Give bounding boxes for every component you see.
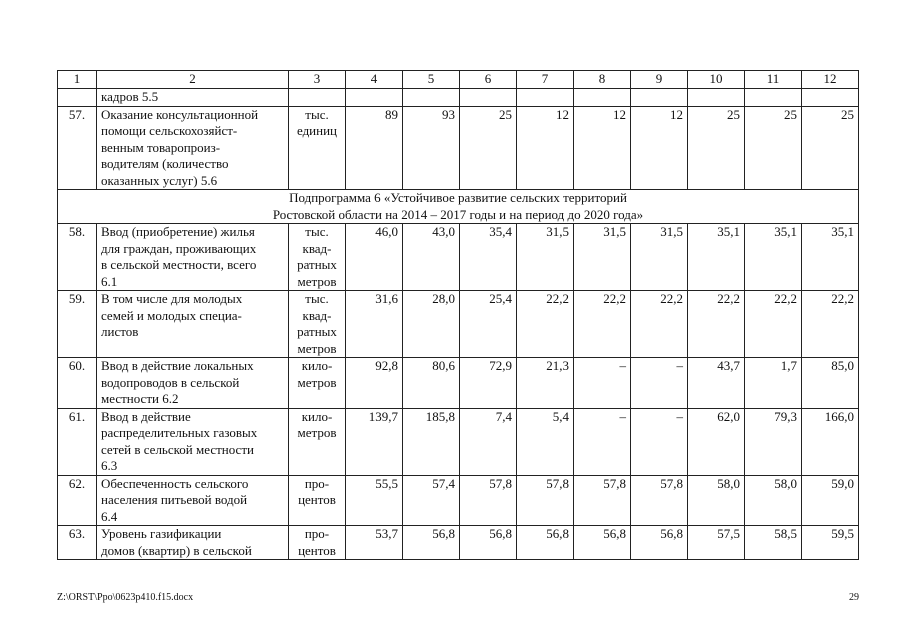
cell-line: ратных: [297, 257, 337, 272]
cell-line: квад-: [302, 240, 332, 256]
header-cell: 7: [517, 71, 574, 89]
cell-line: венным товаропроиз-: [101, 139, 221, 155]
table-row: [58, 291, 859, 358]
cell-line: 6.3: [101, 458, 118, 473]
cell-line: метров: [297, 340, 337, 356]
page-number: 29: [849, 592, 859, 603]
value-cell: 43,0: [403, 224, 460, 291]
description-cell: кадров 5.5: [97, 89, 289, 107]
cell-line: домов (квартир) в сельской: [101, 542, 252, 558]
cell-line: 6.1: [101, 273, 118, 289]
value-cell: 22,2: [745, 291, 802, 358]
value-cell: [460, 89, 517, 107]
row-number-cell: 63.: [58, 526, 97, 560]
row-number-cell: 60.: [58, 358, 97, 409]
value-cell: 92,8: [346, 358, 403, 409]
value-cell: 58,0: [745, 475, 802, 526]
value-cell: 53,7: [346, 526, 403, 560]
cell-line: листов: [101, 324, 139, 339]
row-number-cell: 58.: [58, 224, 97, 291]
description-cell: [97, 224, 289, 291]
value-cell: 139,7: [346, 408, 403, 475]
description-cell: [97, 408, 289, 475]
value-cell: 56,8: [517, 526, 574, 560]
value-cell: [517, 89, 574, 107]
value-cell: 28,0: [403, 291, 460, 358]
cell-line: В том числе для молодых: [101, 291, 243, 306]
cell-line: тыс.: [305, 291, 329, 306]
value-cell: 22,2: [688, 291, 745, 358]
cell-line: кило-: [301, 358, 333, 373]
value-cell: 56,8: [631, 526, 688, 560]
cell-line: распределительных газовых: [101, 425, 258, 440]
header-row: [58, 71, 859, 89]
description-cell: [97, 526, 289, 560]
cell-line: Ввод (приобретение) жилья: [101, 224, 255, 239]
value-cell: 43,7: [688, 358, 745, 409]
value-cell: –: [574, 358, 631, 409]
cell-line: оказанных услуг) 5.6: [101, 172, 218, 188]
cell-line: метров: [297, 374, 337, 390]
header-cell: 5: [403, 71, 460, 89]
indicators-table: [57, 70, 859, 560]
value-cell: 12: [574, 106, 631, 190]
value-cell: [289, 89, 346, 107]
subprogram-title: [58, 190, 859, 224]
value-cell: 35,1: [802, 224, 859, 291]
table-row: [58, 358, 859, 409]
value-cell: 57,4: [403, 475, 460, 526]
cell-line: про-: [304, 475, 330, 491]
cell-line: в сельской местности, всего: [101, 257, 257, 272]
cell-line: водопроводов в сельской: [101, 374, 240, 390]
cell-line: тыс.: [305, 224, 329, 239]
value-cell: 1,7: [745, 358, 802, 409]
table-row: [58, 526, 859, 560]
value-cell: 25: [688, 106, 745, 190]
value-cell: 25: [802, 106, 859, 190]
unit-cell: [289, 106, 346, 190]
header-cell: 9: [631, 71, 688, 89]
value-cell: 31,5: [574, 224, 631, 291]
value-cell: 55,5: [346, 475, 403, 526]
subprogram-title-line: Ростовской области на 2014 – 2017 годы и на период до 2020 года»: [272, 206, 644, 222]
value-cell: 7,4: [460, 408, 517, 475]
row-number-cell: 57.: [58, 106, 97, 190]
value-cell: [802, 89, 859, 107]
cell-line: метров: [297, 273, 337, 289]
cell-line: для граждан, проживающих: [101, 240, 257, 256]
value-cell: 25: [745, 106, 802, 190]
value-cell: 22,2: [631, 291, 688, 358]
value-cell: 25,4: [460, 291, 517, 358]
cell-line: тыс.: [305, 106, 329, 122]
header-cell: 1: [58, 71, 97, 89]
value-cell: 31,5: [517, 224, 574, 291]
cell-line: сетей в сельской местности: [101, 441, 254, 457]
value-cell: –: [631, 358, 688, 409]
value-cell: 79,3: [745, 408, 802, 475]
value-cell: 22,2: [517, 291, 574, 358]
cell-line: единиц: [296, 123, 338, 138]
header-cell: 3: [289, 71, 346, 89]
value-cell: 12: [517, 106, 574, 190]
value-cell: 35,1: [745, 224, 802, 291]
value-cell: 57,8: [460, 475, 517, 526]
cell-line: про-: [304, 526, 330, 541]
value-cell: [403, 89, 460, 107]
cell-line: квад-: [302, 307, 332, 323]
row-number-cell: 62.: [58, 475, 97, 526]
value-cell: 89: [346, 106, 403, 190]
value-cell: 57,8: [574, 475, 631, 526]
table-row: [58, 475, 859, 526]
value-cell: 22,2: [802, 291, 859, 358]
header-cell: 12: [802, 71, 859, 89]
cell-line: водителям (количество: [101, 156, 229, 171]
value-cell: [688, 89, 745, 107]
table-row: [58, 89, 859, 107]
header-cell: 2: [97, 71, 289, 89]
cell-line: центов: [298, 542, 336, 558]
cell-line: ратных: [297, 324, 337, 339]
unit-cell: [289, 475, 346, 526]
subprogram-title-line: Подпрограмма 6 «Устойчивое развитие сельских территорий: [289, 190, 627, 205]
unit-cell: [289, 526, 346, 560]
cell-line: метров: [297, 425, 337, 440]
value-cell: [574, 89, 631, 107]
description-cell: [97, 106, 289, 190]
cell-line: населения питьевой водой: [101, 492, 248, 507]
value-cell: 56,8: [574, 526, 631, 560]
cell-line: 6.4: [101, 508, 118, 524]
unit-cell: [289, 408, 346, 475]
cell-line: местности 6.2: [101, 391, 179, 406]
cell-line: Обеспеченность сельского: [101, 475, 249, 491]
description-cell: [97, 291, 289, 358]
value-cell: 93: [403, 106, 460, 190]
value-cell: 31,5: [631, 224, 688, 291]
cell-line: Уровень газификации: [101, 526, 222, 541]
value-cell: 80,6: [403, 358, 460, 409]
value-cell: 58,0: [688, 475, 745, 526]
value-cell: [631, 89, 688, 107]
value-cell: 35,1: [688, 224, 745, 291]
value-cell: 35,4: [460, 224, 517, 291]
table-row: [58, 408, 859, 475]
value-cell: 12: [631, 106, 688, 190]
cell-line: Ввод в действие: [101, 408, 191, 424]
description-cell: [97, 475, 289, 526]
cell-line: помощи сельскохозяйст-: [101, 123, 238, 138]
value-cell: 25: [460, 106, 517, 190]
header-cell: 4: [346, 71, 403, 89]
header-cell: 6: [460, 71, 517, 89]
value-cell: 59,5: [802, 526, 859, 560]
header-cell: 10: [688, 71, 745, 89]
unit-cell: [289, 358, 346, 409]
value-cell: 56,8: [460, 526, 517, 560]
row-number-cell: 59.: [58, 291, 97, 358]
value-cell: [745, 89, 802, 107]
value-cell: 57,8: [517, 475, 574, 526]
table-row: [58, 106, 859, 190]
value-cell: 22,2: [574, 291, 631, 358]
header-cell: 11: [745, 71, 802, 89]
row-number-cell: [58, 89, 97, 107]
value-cell: 58,5: [745, 526, 802, 560]
value-cell: 56,8: [403, 526, 460, 560]
cell-line: кило-: [301, 408, 333, 424]
cell-line: Ввод в действие локальных: [101, 358, 254, 373]
cell-line: центов: [298, 492, 336, 507]
value-cell: [346, 89, 403, 107]
value-cell: –: [631, 408, 688, 475]
unit-cell: [289, 291, 346, 358]
value-cell: 85,0: [802, 358, 859, 409]
section-row: [58, 190, 859, 224]
cell-line: семей и молодых специа-: [101, 307, 242, 323]
value-cell: 72,9: [460, 358, 517, 409]
value-cell: 57,8: [631, 475, 688, 526]
value-cell: 5,4: [517, 408, 574, 475]
value-cell: 62,0: [688, 408, 745, 475]
description-cell: [97, 358, 289, 409]
cell-line: Оказание консультационной: [101, 106, 259, 122]
unit-cell: [289, 224, 346, 291]
header-cell: 8: [574, 71, 631, 89]
value-cell: 46,0: [346, 224, 403, 291]
value-cell: 59,0: [802, 475, 859, 526]
value-cell: 21,3: [517, 358, 574, 409]
value-cell: 185,8: [403, 408, 460, 475]
footer-file-path: Z:\ORST\Ppo\0623p410.f15.docx: [57, 592, 194, 603]
table-row: [58, 224, 859, 291]
value-cell: 57,5: [688, 526, 745, 560]
value-cell: 31,6: [346, 291, 403, 358]
row-number-cell: 61.: [58, 408, 97, 475]
value-cell: 166,0: [802, 408, 859, 475]
value-cell: –: [574, 408, 631, 475]
